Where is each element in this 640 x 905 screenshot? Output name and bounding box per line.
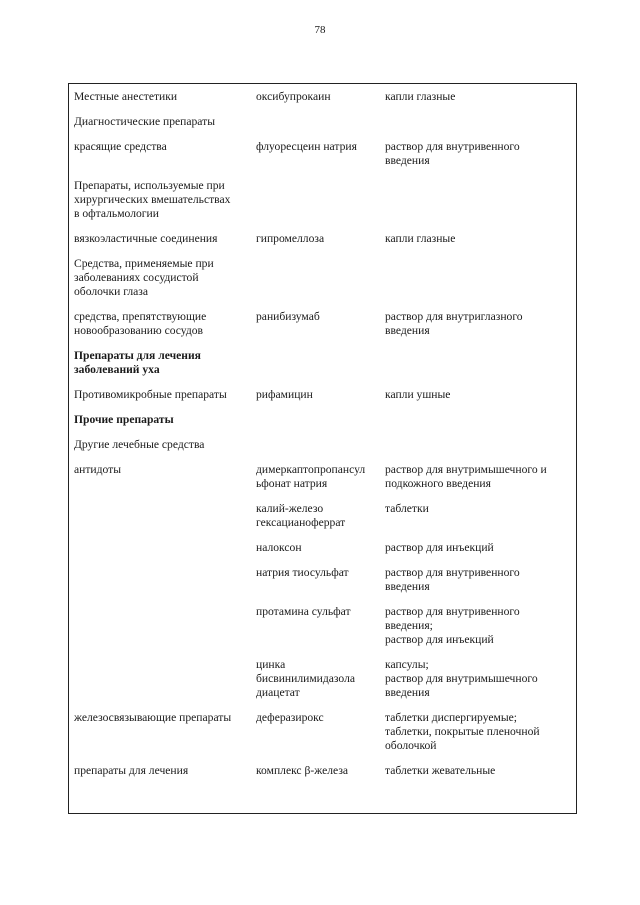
cell-text-line: подкожного введения: [385, 477, 491, 490]
cell-text-line: таблетки: [385, 502, 429, 515]
cell-text-line: красящие средства: [74, 140, 167, 153]
drug-name-cell: [253, 658, 381, 711]
table-row: [68, 438, 577, 463]
cell-text-line: гипромеллоза: [256, 232, 325, 245]
cell-text-line: ьфонат натрия: [256, 477, 328, 490]
drug-name-cell: [253, 413, 381, 438]
drug-name-cell: [253, 502, 381, 541]
drug-name-cell: [253, 605, 381, 658]
dosage-form-cell: [381, 310, 577, 349]
cell-text-line: протамина сульфат: [256, 605, 351, 618]
cell-text-line: деферазирокс: [256, 711, 324, 724]
drug-name-cell: [253, 90, 381, 115]
group-cell: [68, 658, 253, 711]
cell-text-line: таблетки диспергируемые;: [385, 711, 517, 724]
cell-text-line: ранибизумаб: [256, 310, 320, 323]
cell-text-line: оболочки глаза: [74, 285, 149, 298]
drug-name-cell: [253, 541, 381, 566]
cell-text-line: цинка: [256, 658, 286, 671]
cell-text-line: капли глазные: [385, 232, 456, 245]
cell-text-line: вязкоэластичные соединения: [74, 232, 218, 245]
table-row: [68, 90, 577, 115]
group-cell: [68, 115, 253, 140]
dosage-form-cell: [381, 257, 577, 310]
dosage-form-cell: [381, 388, 577, 413]
table-row: [68, 764, 577, 789]
cell-text-line: препараты для лечения: [74, 764, 189, 777]
dosage-form-cell: [381, 115, 577, 140]
cell-text-line: средства, препятствующие: [74, 310, 207, 323]
cell-text-line: димеркаптопропансул: [256, 463, 366, 476]
cell-text-line: флуоресцеин натрия: [256, 140, 357, 153]
cell-text-line: введения: [385, 154, 430, 167]
cell-text-line: введения: [385, 580, 430, 593]
group-cell: [68, 566, 253, 605]
cell-text-line: раствор для внутримышечного и: [385, 463, 547, 476]
drug-name-cell: [253, 349, 381, 388]
table-row: [68, 349, 577, 388]
cell-text-line: Противомикробные препараты: [74, 388, 227, 401]
cell-text-line: раствор для внутримышечного: [385, 672, 538, 685]
drug-name-cell: [253, 179, 381, 232]
dosage-form-cell: [381, 232, 577, 257]
cell-text-line: рифамицин: [256, 388, 313, 401]
drug-name-cell: [253, 115, 381, 140]
group-cell: [68, 349, 253, 388]
cell-text-line: новообразованию сосудов: [74, 324, 204, 337]
table-row: [68, 658, 577, 711]
group-cell: [68, 90, 253, 115]
table-row: [68, 413, 577, 438]
cell-text-line: Прочие препараты: [74, 413, 174, 426]
table-row: [68, 463, 577, 502]
group-cell: [68, 764, 253, 789]
cell-text-line: бисвинилимидазола: [256, 672, 355, 685]
cell-text-line: антидоты: [74, 463, 122, 476]
cell-text-line: железосвязывающие препараты: [74, 711, 232, 724]
cell-text-line: капли глазные: [385, 90, 456, 103]
cell-text-line: оболочкой: [385, 739, 437, 752]
table-row: [68, 140, 577, 179]
group-cell: [68, 463, 253, 502]
cell-text-line: раствор для внутривенного: [385, 605, 520, 618]
cell-text-line: Препараты для лечения: [74, 349, 201, 362]
dosage-form-cell: [381, 90, 577, 115]
cell-text-line: Местные анестетики: [74, 90, 178, 103]
cell-text-line: в офтальмологии: [74, 207, 159, 220]
dosage-form-cell: [381, 711, 577, 764]
drug-name-cell: [253, 764, 381, 789]
group-cell: [68, 232, 253, 257]
table-row: [68, 310, 577, 349]
cell-text-line: раствор для внутриглазного: [385, 310, 523, 323]
group-cell: [68, 541, 253, 566]
cell-text-line: раствор для инъекций: [385, 633, 494, 646]
cell-text-line: таблетки жевательные: [385, 764, 496, 777]
cell-text-line: налоксон: [256, 541, 302, 554]
group-cell: [68, 711, 253, 764]
cell-text-line: Другие лечебные средства: [74, 438, 205, 451]
table-row: [68, 541, 577, 566]
drug-name-cell: [253, 140, 381, 179]
group-cell: [68, 388, 253, 413]
drug-list-body: [68, 90, 577, 789]
table-row: [68, 232, 577, 257]
group-cell: [68, 257, 253, 310]
dosage-form-cell: [381, 658, 577, 711]
table-row: [68, 566, 577, 605]
cell-text-line: хирургических вмешательствах: [74, 193, 231, 206]
cell-text-line: введения: [385, 324, 430, 337]
dosage-form-cell: [381, 349, 577, 388]
cell-text-line: капсулы;: [385, 658, 429, 671]
drug-name-cell: [253, 438, 381, 463]
group-cell: [68, 179, 253, 232]
drug-name-cell: [253, 711, 381, 764]
group-cell: [68, 438, 253, 463]
cell-text-line: гексацианоферрат: [256, 516, 346, 529]
dosage-form-cell: [381, 605, 577, 658]
group-cell: [68, 605, 253, 658]
group-cell: [68, 140, 253, 179]
cell-text-line: раствор для инъекций: [385, 541, 494, 554]
cell-text-line: комплекс β-железа: [256, 764, 349, 777]
cell-text-line: капли ушные: [385, 388, 451, 401]
dosage-form-cell: [381, 566, 577, 605]
dosage-form-cell: [381, 438, 577, 463]
cell-text-line: калий-железо: [256, 502, 324, 515]
dosage-form-cell: [381, 179, 577, 232]
group-cell: [68, 413, 253, 438]
table-row: [68, 179, 577, 232]
dosage-form-cell: [381, 140, 577, 179]
drug-name-cell: [253, 566, 381, 605]
cell-text-line: введения: [385, 686, 430, 699]
page-number: 78: [314, 24, 326, 36]
table-row: [68, 711, 577, 764]
cell-text-line: заболеваний уха: [74, 363, 160, 376]
cell-text-line: натрия тиосульфат: [256, 566, 349, 579]
drug-name-cell: [253, 257, 381, 310]
table-row: [68, 502, 577, 541]
dosage-form-cell: [381, 764, 577, 789]
cell-text-line: раствор для внутривенного: [385, 566, 520, 579]
dosage-form-cell: [381, 463, 577, 502]
drug-name-cell: [253, 310, 381, 349]
cell-text-line: оксибупрокаин: [256, 90, 331, 103]
table-row: [68, 257, 577, 310]
table-row: [68, 115, 577, 140]
drug-name-cell: [253, 388, 381, 413]
dosage-form-cell: [381, 413, 577, 438]
table-row: [68, 605, 577, 658]
cell-text-line: введения;: [385, 619, 433, 632]
drug-list-table: [68, 90, 577, 789]
dosage-form-cell: [381, 541, 577, 566]
dosage-form-cell: [381, 502, 577, 541]
cell-text-line: таблетки, покрытые пленочной: [385, 725, 540, 738]
drug-name-cell: [253, 232, 381, 257]
group-cell: [68, 310, 253, 349]
cell-text-line: раствор для внутривенного: [385, 140, 520, 153]
cell-text-line: Диагностические препараты: [74, 115, 216, 128]
cell-text-line: диацетат: [256, 686, 300, 699]
drug-name-cell: [253, 463, 381, 502]
table-row: [68, 388, 577, 413]
cell-text-line: заболеваниях сосудистой: [74, 271, 199, 284]
cell-text-line: Препараты, используемые при: [74, 179, 225, 192]
group-cell: [68, 502, 253, 541]
cell-text-line: Средства, применяемые при: [74, 257, 214, 270]
